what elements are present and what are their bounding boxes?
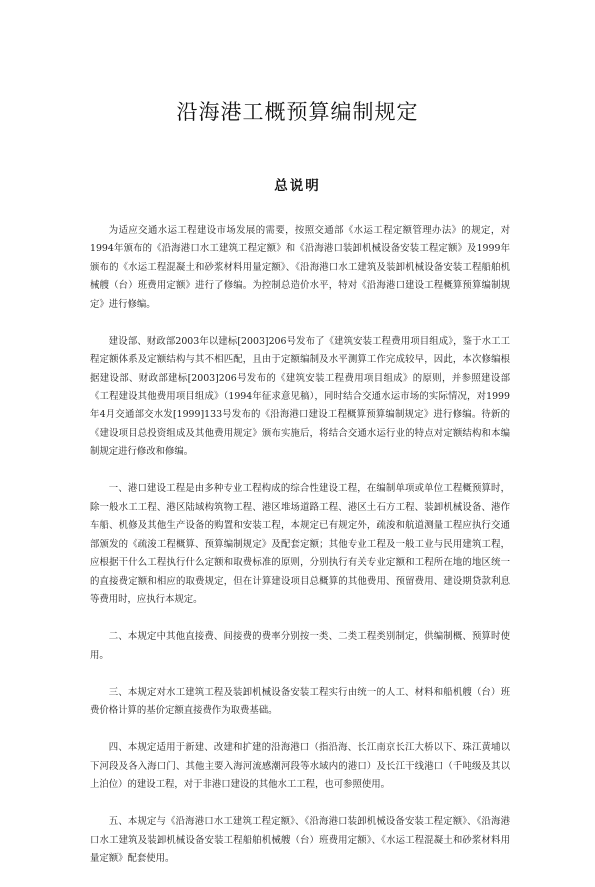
document-body	[90, 222, 510, 887]
paragraph-item-2: 二、本规定中其他直接费、间接费的费率分别按一类、二类工程类别制定，供编制概、预算时使用。	[90, 631, 510, 661]
document-title: 沿海港工概预算编制规定	[176, 100, 419, 124]
paragraph-item-1: 一、港口建设工程是由多种专业工程构成的综合性建设工程，在编制单项或单位工程概预算时，除一般水工工程、港区陆域构筑物工程、港区堆场道路工程、港区土石方工程、装卸机械设备、港作车船、机修及其他生产设备的购置和安装工程，本规定已有规定外，疏浚和航道测量工程应执行交通部颁发的《疏浚工程概算、预算编制规定》及配套定额；其他专业工程及一般工业与民用建筑工程，应根据干什么工程执行什么定额和取费标准的原则，分别执行有关专业定额和工程所在地的地区统一的直接费定额和相应的取费规定，但在计算建设项目总概算的其他费用、预留费用、建设期贷款利息等费用时，应执行本规定。	[90, 483, 510, 605]
section-heading: 总说明	[274, 178, 321, 194]
paragraph-item-3: 三、本规定对水工建筑工程及装卸机械设备安装工程实行由统一的人工、材料和船机艘（台）班费价格计算的基价定额直接费作为取费基础。	[90, 686, 510, 717]
paragraph-intro: 为适应交通水运工程建设市场发展的需要，按照交通部《水运工程定额管理办法》的规定，对1994年颁布的《沿海港口水工建筑工程定额》和《沿海港口装卸机械设备安装工程定额》及1999年颁布的《水运工程混凝土和砂浆材料用量定额》、《沿海港口水工建筑及装卸机械设备安装工程船舶机械艘（台）班费用定额》进行了修编。为控制总造价水平，特对《沿海港口建设工程概算预算编制规定》进行修编。	[90, 225, 510, 310]
paragraph-item-5: 五、本规定与《沿海港口水工建筑工程定额》、《沿海港口装卸机械设备安装工程定额》、《沿海港口水工建筑及装卸机械设备安装工程船舶机械艘（台）班费用定额》、《水运工程混凝土和砂浆材料用量定额》配套使用。	[90, 816, 510, 865]
paragraph-item-4: 四、本规定适用于新建、改建和扩建的沿海港口（指沿海、长江南京长江大桥以下、珠江黄埔以下河段及各入海口门、其他主要入海河流感潮河段等水域内的港口）及长江干线港口（千吨级及其以上泊位）的建设工程，对于非港口建设的其他水工工程，也可参照使用。	[90, 742, 510, 791]
paragraph-background: 建设部、财政部2003年以建标[2003]206号发布了《建筑安装工程费用项目组成》，鉴于水工工程定额体系及定额结构与其不相匹配，且由于定额编制及水平测算工作完成较早，因此，本次修编根据建设部、财政部建标[2003]206号发布的《建筑安装工程费用项目组成》的原则，并参照建设部《工程建设其他费用项目组成》（1994年征求意见稿），同时结合交通水运市场的实际情况，对1999年4月交通部交水发[1999]133号发布的《沿海港口建设工程概算预算编制规定》进行修编。待新的《建设项目总投资组成及其他费用规定》颁布实施后，将结合交通水运行业的特点对定额结构和本编制规定进行修改和修编。	[90, 335, 510, 458]
